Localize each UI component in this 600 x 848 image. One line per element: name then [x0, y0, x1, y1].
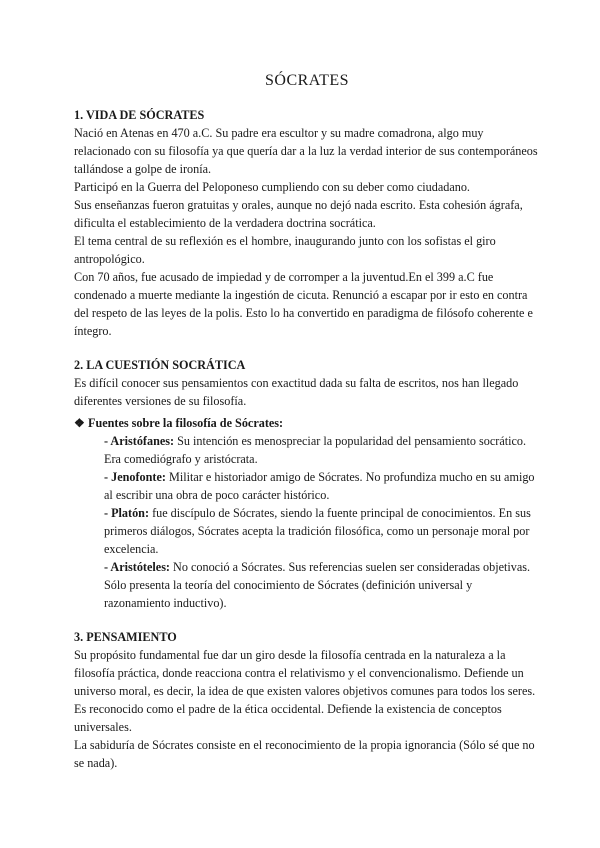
item-text: No conoció a Sócrates. Sus referencias suelen ser consideradas objetivas. Sólo presenta la teoría del conocimiento de Sócrates (definición universal y razonamiento inductivo). — [104, 560, 531, 610]
sources-list — [74, 432, 540, 612]
item-text: Su intención es menospreciar la popularidad del pensamiento socrático. Era comediógrafo y aristócrata. — [104, 434, 527, 466]
bullet-heading — [74, 414, 540, 432]
section-pensamiento — [74, 628, 540, 772]
paragraph: El tema central de su reflexión es el hombre, inaugurando junto con los sofistas el giro antropológico. — [74, 234, 496, 266]
item-label: - Aristóteles: — [104, 560, 170, 574]
paragraph: Su propósito fundamental fue dar un giro desde la filosofía centrada en la naturaleza a la filosofía práctica, donde reacciona contra el relativismo y el convencionalismo. Defiende un universo moral, es decir, la idea de que existen valores objetivos comunes para todos los seres. Es reconocido como el padre de la ética occidental. Defiende la existencia de conceptos universales. — [74, 648, 536, 734]
diamond-bullet-icon: ❖ — [74, 416, 85, 430]
section-heading: 2. LA CUESTIÓN SOCRÁTICA — [74, 358, 246, 372]
paragraph: Nació en Atenas en 470 a.C. Su padre era escultor y su madre comadrona, algo muy relacionado con su filosofía ya que quería dar a la luz la verdad interior de sus contemporáneos tallándose a golpe de ironía. — [74, 126, 538, 176]
item-label: - Aristófanes: — [104, 434, 175, 448]
paragraph: Participó en la Guerra del Peloponeso cumpliendo con su deber como ciudadano. — [74, 180, 470, 194]
list-item — [104, 558, 540, 612]
paragraph: La sabiduría de Sócrates consiste en el reconocimiento de la propia ignorancia (Sólo sé que no se nada). — [74, 738, 535, 770]
section-cuestion — [74, 356, 540, 612]
list-item — [104, 468, 540, 504]
item-label: - Jenofonte: — [104, 470, 166, 484]
paragraph: Es difícil conocer sus pensamientos con exactitud dada su falta de escritos, nos han llegado diferentes versiones de su filosofía. — [74, 376, 519, 408]
section-heading: 1. VIDA DE SÓCRATES — [74, 108, 205, 122]
section-heading: 3. PENSAMIENTO — [74, 630, 177, 644]
list-item — [104, 504, 540, 558]
bullet-label: Fuentes sobre la filosofía de Sócrates: — [88, 416, 284, 430]
paragraph: Con 70 años, fue acusado de impiedad y de corromper a la juventud.En el 399 a.C fue condenado a muerte mediante la ingestión de cicuta. Renunció a escapar por ir esto en contra del respeto de las leyes de la polis. Esto lo ha convertido en paradigma de filósofo coherente e íntegro. — [74, 270, 533, 338]
list-item — [104, 432, 540, 468]
page-title: SÓCRATES — [264, 72, 350, 89]
section-vida — [74, 106, 540, 340]
item-text: fue discípulo de Sócrates, siendo la fuente principal de conocimientos. En sus primeros diálogos, Sócrates acepta la tradición filosófica, como un personaje moral por excelencia. — [104, 506, 531, 556]
paragraph: Sus enseñanzas fueron gratuitas y orales, aunque no dejó nada escrito. Esta cohesión ágrafa, dificulta el establecimiento de la verdadera doctrina socrática. — [74, 198, 523, 230]
item-label: - Platón: — [104, 506, 150, 520]
item-text: Militar e historiador amigo de Sócrates. No profundiza mucho en su amigo al escribir una obra de poco carácter histórico. — [104, 470, 535, 502]
